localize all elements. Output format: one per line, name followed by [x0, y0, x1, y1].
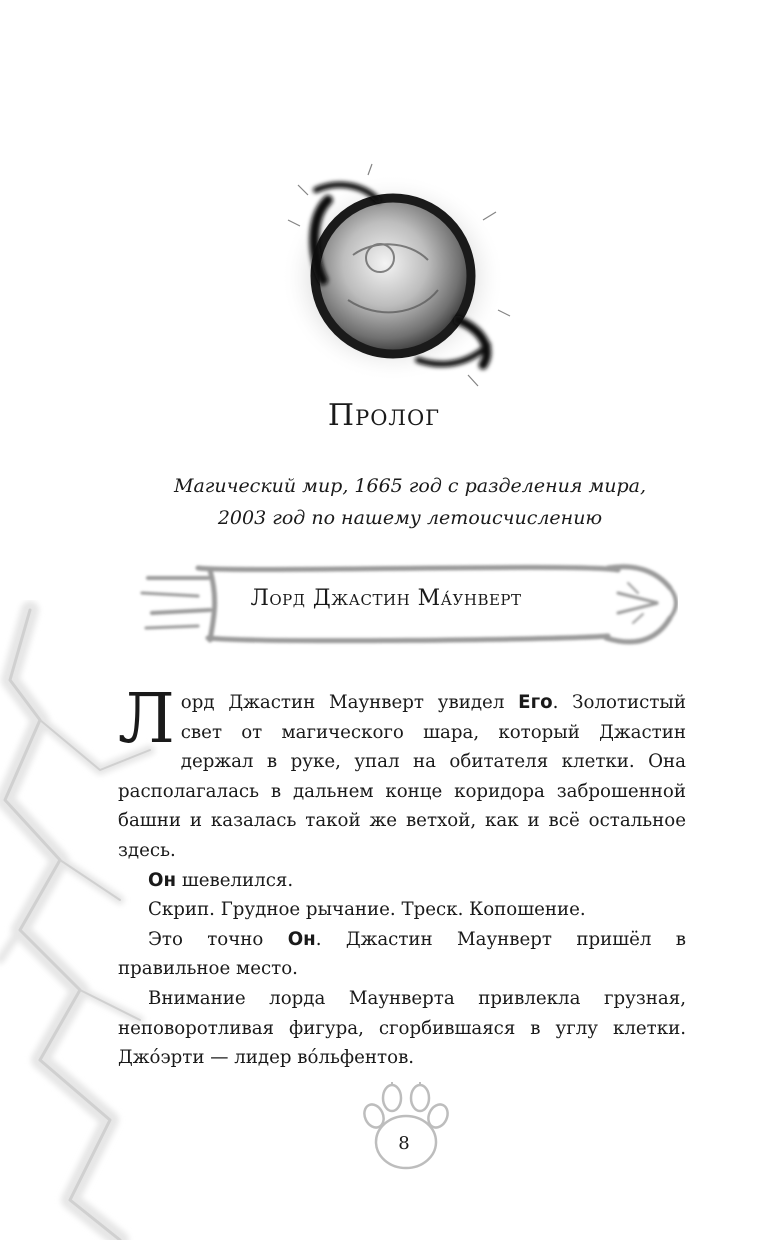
magic-orb-icon	[268, 160, 518, 390]
wolf-paw-icon	[358, 1082, 454, 1172]
page-number: 8	[398, 1133, 410, 1154]
subtitle-line-1: Магический мир, 1665 год с разделения мира,	[174, 475, 646, 497]
chapter-title: Пролог	[327, 398, 441, 433]
paragraph-3: Скрип. Грудное рычание. Треск. Копошение.	[148, 899, 586, 921]
paragraph-2-bold: Он	[148, 869, 177, 891]
paragraph-4-text-a: Это точно	[148, 928, 288, 950]
subtitle-line-2: 2003 год по нашему летоисчислению	[217, 507, 603, 529]
paragraph-1-bold: Его	[518, 692, 553, 713]
paragraph-4-bold: Он	[287, 928, 316, 950]
paragraph-2-text: шевелился.	[176, 869, 294, 891]
paragraph-5: Внимание лорда Маунверта привлекла грузная, неповоротливая фигура, сгорбившаяся в углу клетки. Джо́эрти — лидер во́льфентов.	[118, 987, 686, 1069]
banner-label: Лорд Джастин Ма́унверт	[250, 586, 522, 611]
paragraph-4-text-b: . Джастин Маунверт пришёл в правильное место.	[118, 928, 686, 980]
drop-cap: Л	[118, 680, 175, 759]
paragraph-1-text-a: орд Джастин Маунверт увидел	[180, 692, 519, 713]
body-text	[118, 680, 686, 1073]
paragraph-1-text-b: . Золотистый свет от магического шара, который Джастин держал в руке, упал на обитателя клетки. Она располагалась в дальнем конце коридора заброшенной башни и казалась такой же ветхой, как и всё остальное здесь.	[118, 692, 686, 861]
chapter-subtitle	[150, 470, 670, 534]
paragraph-1	[118, 680, 686, 866]
paragraph-2	[118, 866, 686, 896]
paragraph-4	[118, 925, 686, 984]
